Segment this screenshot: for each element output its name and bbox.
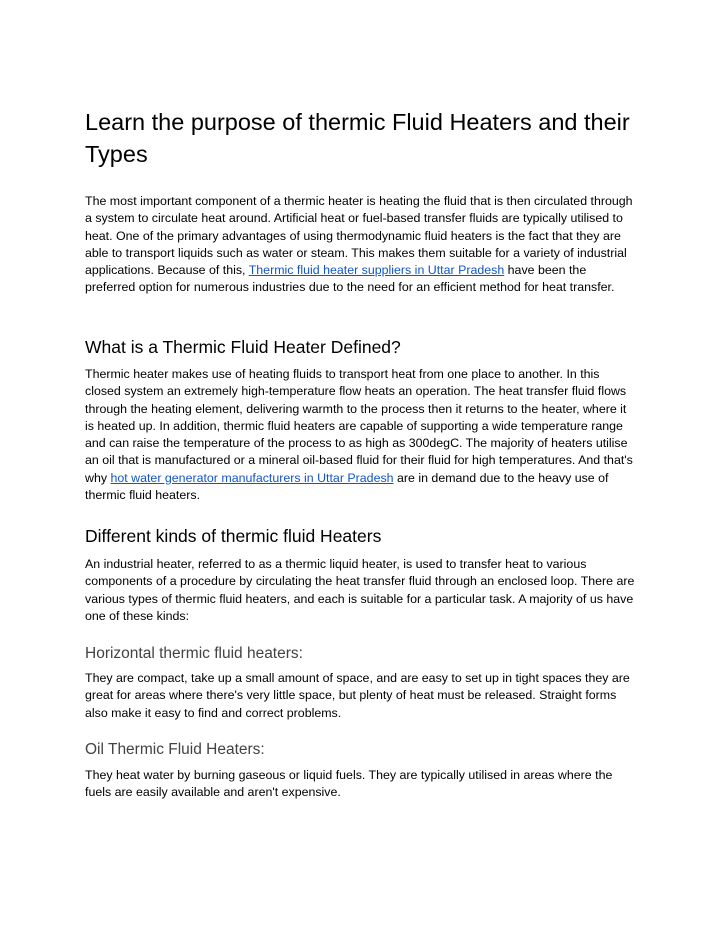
intro-text-start: The most important component of a thermic heater is heating the fluid that is then circulated through a system to circulate heat around. Artificial heat or fuel-based transfer fluids are typically utilised to heat. One of the primary advantages of using thermodynamic fluid heaters is the fact that they are able to transport liquids such as water or steam. This makes them suitable for a variety of industrial applications. Because of this, <box>85 194 633 278</box>
intro-text-end: have been the preferred option for numerous industries due to the need for an efficient method for heat transfer. <box>85 263 615 295</box>
horizontal-heading: Horizontal thermic fluid heaters: <box>85 645 303 662</box>
horizontal-section <box>85 643 637 722</box>
kinds-paragraph: An industrial heater, referred to as a thermic liquid heater, is used to transfer heat to various components of a procedure by circulating the heat transfer fluid through an enclosed loop. There are various types of thermic fluid heaters, and each is suitable for a particular task. A majority of us have one of these kinds: <box>85 557 635 623</box>
oil-paragraph: They heat water by burning gaseous or liquid fuels. They are typically utilised in areas where the fuels are easily available and aren't expensive. <box>85 768 613 800</box>
intro-paragraph <box>85 193 637 297</box>
horizontal-paragraph: They are compact, take up a small amount of space, and are easy to set up in tight spaces they are great for areas where there's very little space, but plenty of heat must be released. Straight forms also make it easy to find and correct problems. <box>85 671 630 720</box>
hot-water-generator-manufacturers-link[interactable]: hot water generator manufacturers in Uttar Pradesh <box>110 470 394 485</box>
kinds-section <box>85 524 637 625</box>
oil-section <box>85 739 637 802</box>
oil-heading: Oil Thermic Fluid Heaters: <box>85 741 265 758</box>
kinds-heading: Different kinds of thermic fluid Heaters <box>85 526 382 546</box>
defined-heading: What is a Thermic Fluid Heater Defined? <box>85 337 401 357</box>
thermic-fluid-heater-suppliers-link[interactable]: Thermic fluid heater suppliers in Uttar Pradesh <box>248 263 505 278</box>
intro-section <box>85 193 637 297</box>
document-title: Learn the purpose of thermic Fluid Heaters and their Types <box>85 109 630 167</box>
defined-text-end: are in demand due to the heavy use of thermic fluid heaters. <box>85 470 609 503</box>
defined-paragraph <box>85 366 637 504</box>
defined-text-start: Thermic heater makes use of heating fluids to transport heat from one place to another. In this closed system an extremely high-temperature flow heats an operation. The heat transfer fluid flows through the heating element, delivering warmth to the process then it returns to the heater, where it is heated up. In addition, thermic fluid heaters are capable of supporting a wide temperature range and can raise the temperature of the process to as high as 300degC. The majority of heaters utilise an oil that is manufactured or a mineral oil-based fluid for their fluid for high temperatures. And that's why <box>85 367 633 485</box>
defined-section <box>85 335 637 504</box>
